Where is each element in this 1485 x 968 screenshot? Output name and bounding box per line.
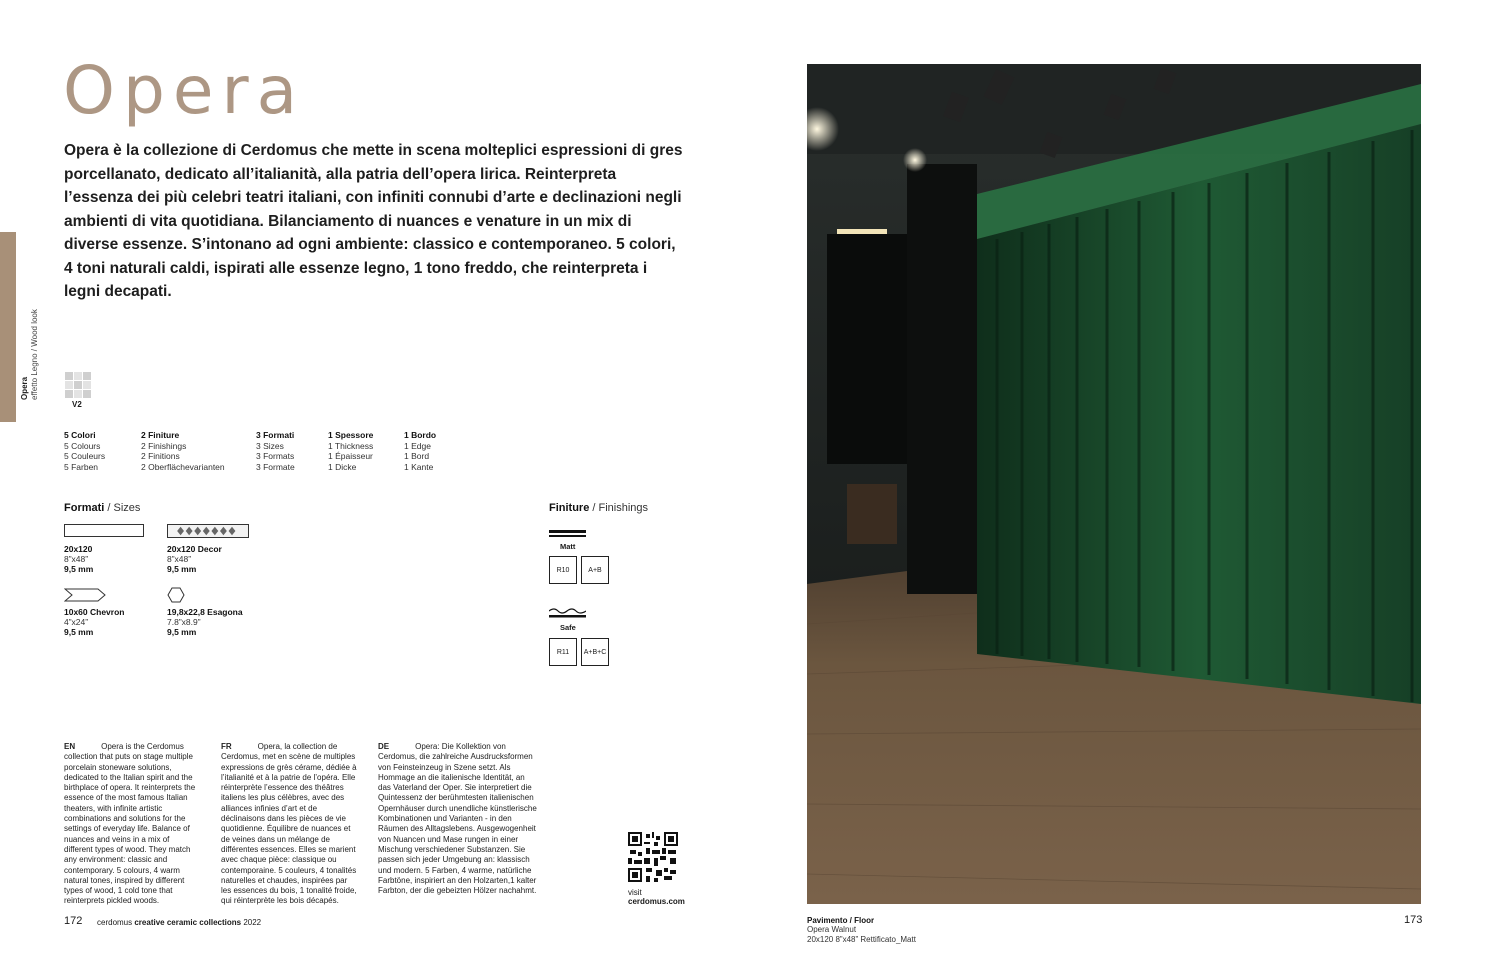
side-label-look: effetto Legno / Wood look	[30, 309, 39, 400]
page-number-left: 172	[64, 915, 83, 927]
safe-finish-icon	[549, 607, 586, 619]
spec-finishes: 2 Finiture 2 Finishings 2 Finitions 2 Oberflächevarianten	[141, 430, 225, 472]
matt-finish-icon	[549, 530, 586, 538]
qr-code-icon[interactable]	[628, 832, 678, 882]
class-ab-badge: A+B	[581, 556, 609, 584]
class-abc-badge: A+B+C	[581, 638, 609, 666]
finishes-heading: Finiture / Finishings	[549, 502, 649, 514]
variation-label: V2	[72, 400, 82, 409]
spec-thickness: 1 Spessore 1 Thickness 1 Épaisseur 1 Dicke	[328, 430, 374, 472]
format-20x120-decor: 20x120 Decor 8”x48” 9,5 mm	[167, 544, 222, 574]
variation-icon	[65, 372, 91, 398]
spec-edge: 1 Bordo 1 Edge 1 Bord 1 Kante	[404, 430, 437, 472]
spec-colors: 5 Colori 5 Colours 5 Couleurs 5 Farben	[64, 430, 106, 472]
side-label	[20, 309, 40, 400]
text-fr: FR Opera, la collection de Cerdomus, met en scène de multiples expressions de grès cérame, dédiée à l’italianité et à la patrie de l’opéra. Elle réinterprète l’essence des théâtres italiens les plus célèbres, avec des alliances infinies d’art et de déclinaisons dans les pièces de vie quotidienne. Équilibre de nuances et de veines dans un mélange de différentes essences. Elles se marient avec chaque pièce: classique ou contemporaine. 5 couleurs, 4 tonalités naturelles et chaudes, inspirées par les essences du bois, 1 tonalité froide, qui réinterprète les bois décapés.	[221, 742, 357, 906]
format-esagona: 19,8x22,8 Esagona 7.8”x8.9” 9,5 mm	[167, 607, 243, 637]
intro-text: Opera è la collezione di Cerdomus che mette in scena molteplici espressioni di gres porcellanato, dedicato all’italianità, alla patria dell’opera lirica. Reinterpreta l’essenza dei più celebri teatri italiani, con infiniti connubi d’arte e declinazioni negli ambienti di vita quotidiana. Bilanciamento di nuances e venature in un mix di diverse essenze. S’intonano ad ogni ambiente: classico e contemporaneo. 5 colori, 4 toni naturali caldi, ispirati alle essenze legno, 1 tono freddo, che reinterpreta i legni decapati.	[64, 142, 683, 300]
hexagon-tile-icon	[167, 587, 185, 603]
formats-heading: Formati / Sizes	[64, 502, 141, 514]
side-label-collection: Opera	[20, 376, 29, 400]
page-title: Opera	[63, 52, 306, 129]
slip-r11-badge: R11	[549, 638, 577, 666]
tile-decor-icon	[167, 524, 249, 538]
tile-plank-icon	[64, 524, 144, 537]
finish-matt-label: Matt	[560, 542, 576, 551]
theater-photo	[807, 64, 1421, 904]
text-en: EN Opera is the Cerdomus collection that puts on stage multiple porcelain stoneware solutions, dedicated to the Italian spirit and the birthplace of opera. It reinterprets the essence of the most famous Italian theaters, with infinite artistic combinations and solutions for the settings of everyday life. Balance of nuances and veins in a mix of different types of wood. They match any environment: classic and contemporary. 5 colours, 4 warm natural tones, inspired by different types of wood, 1 cold tone that reinterprets pickled woods.	[64, 742, 196, 906]
photo-caption: Pavimento / Floor Opera Walnut 20x120 8”x48” Rettificato_Matt	[807, 916, 916, 944]
page-number-right: 173	[1404, 914, 1423, 926]
format-20x120: 20x120 8”x48” 9,5 mm	[64, 544, 94, 574]
footer-left-brand: cerdomus creative ceramic collections 2022	[97, 918, 262, 927]
right-page	[742, 0, 1485, 968]
format-chevron: 10x60 Chevron 4”x24” 9,5 mm	[64, 607, 125, 637]
side-tab	[0, 232, 16, 422]
finish-safe-label: Safe	[560, 623, 576, 632]
chevron-tile-icon	[64, 588, 106, 602]
text-de: DE Opera: Die Kollektion von Cerdomus, die zahlreiche Ausdrucksformen von Feinsteinzeug in Szene setzt. Als Hommage an die italienische Identität, an das Vaterland der Oper. Sie interpretiert die Quintessenz der berühmtesten italienischen Opernhäuser durch unendliche künstlerische Kombinationen und Varianten - in den Räumen des Alltagslebens. Ausgewogenheit von Nuancen und Mase rungen in einer Mischung verschiedener Substanzen. Sie passen sich jeder Umgebung an: klassisch und modern. 5 Farben, 4 warme, natürliche Farbtöne, inspiriert an den Holzarten,1 kalter Farbton, der die gebeizten Hölzer nachahmt.	[378, 742, 537, 896]
visit-link[interactable]: visit cerdomus.com	[628, 888, 685, 906]
left-page	[0, 0, 742, 968]
spec-sizes: 3 Formati 3 Sizes 3 Formats 3 Formate	[256, 430, 295, 472]
slip-r10-badge: R10	[549, 556, 577, 584]
